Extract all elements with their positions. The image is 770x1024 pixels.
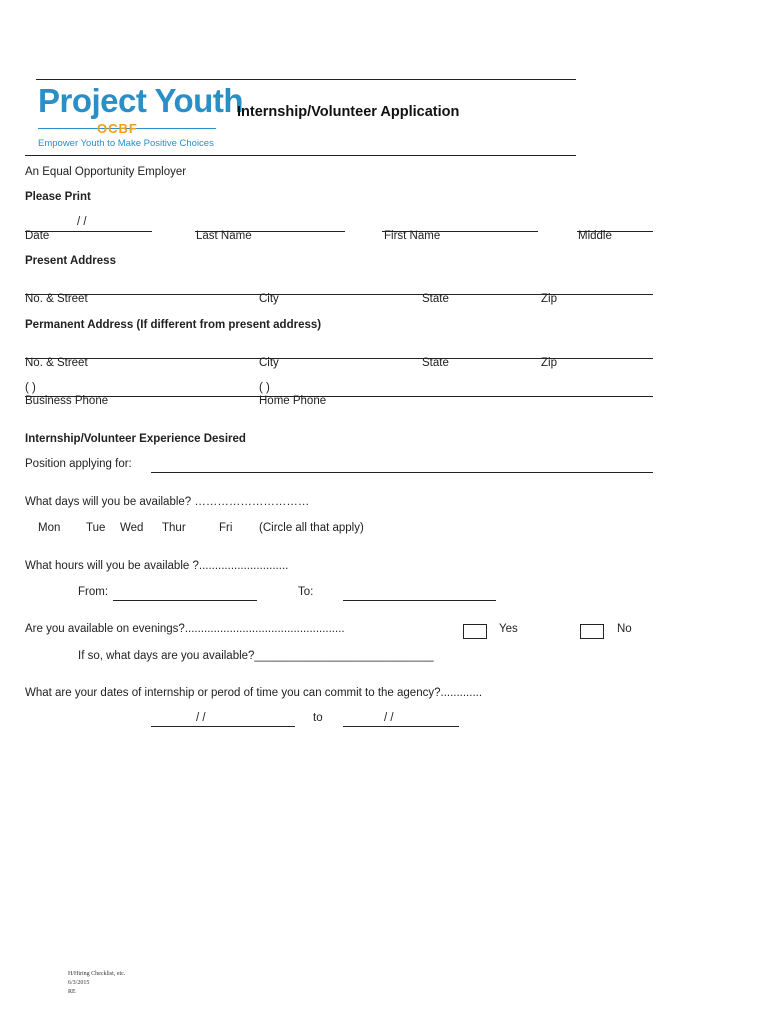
date-slashes: / / (77, 216, 87, 228)
yes-label: Yes (499, 623, 518, 635)
experience-heading: Internship/Volunteer Experience Desired (25, 433, 246, 445)
date-label: Date (25, 230, 50, 242)
permanent-zip-label: Zip (541, 357, 557, 369)
form-title: Internship/Volunteer Application (237, 104, 460, 120)
employer-line: An Equal Opportunity Employer (25, 166, 187, 178)
evenings-question: Are you available on evenings?.................................................. (25, 623, 345, 635)
dates-question: What are your dates of internship or perod of time you can commit to the agency?............. (25, 687, 483, 699)
footer-line-3: RE (68, 989, 76, 995)
to-label: To: (298, 586, 314, 598)
footer-line-2: 6/3/2015 (68, 980, 90, 986)
logo-title: Project Youth (38, 82, 243, 119)
permanent-address-field[interactable] (25, 358, 653, 359)
first-name-label: First Name (384, 230, 441, 242)
from-field[interactable] (113, 600, 257, 601)
phone-field[interactable] (25, 396, 653, 397)
present-city-label: City (259, 293, 279, 305)
present-address-heading: Present Address (25, 255, 116, 267)
no-label: No (617, 623, 632, 635)
permanent-address-heading: Permanent Address (If different from present address) (25, 319, 322, 331)
home-phone-label: Home Phone (259, 395, 327, 407)
start-date-slashes: / / (196, 712, 206, 724)
present-state-label: State (422, 293, 449, 305)
from-label: From: (78, 586, 109, 598)
position-label: Position applying for: (25, 458, 132, 470)
business-phone-label: Business Phone (25, 395, 109, 407)
yes-checkbox[interactable] (463, 624, 487, 639)
end-date-slashes: / / (384, 712, 394, 724)
no-checkbox[interactable] (580, 624, 604, 639)
days-question: What days will you be available? ………………………… (25, 496, 310, 508)
hours-question: What hours will you be available ?............................ (25, 560, 289, 572)
last-name-label: Last Name (196, 230, 252, 242)
logo-sub: OCBF (97, 121, 138, 136)
footer-line-1: H/Hiring Checklist, etc. (68, 971, 126, 977)
permanent-street-label: No. & Street (25, 357, 88, 369)
day-tue[interactable]: Tue (86, 522, 106, 534)
business-phone-paren: ( ) (25, 382, 36, 394)
middle-label: Middle (578, 230, 612, 242)
day-mon[interactable]: Mon (38, 522, 61, 534)
to-word: to (313, 712, 323, 724)
present-zip-label: Zip (541, 293, 557, 305)
start-date-field[interactable] (151, 726, 295, 727)
permanent-state-label: State (422, 357, 449, 369)
day-fri[interactable]: Fri (219, 522, 233, 534)
logo-tagline: Empower Youth to Make Positive Choices (38, 138, 214, 149)
days-note: (Circle all that apply) (259, 522, 364, 534)
please-print: Please Print (25, 191, 91, 203)
to-field[interactable] (343, 600, 496, 601)
present-street-label: No. & Street (25, 293, 88, 305)
home-phone-paren: ( ) (259, 382, 270, 394)
present-address-field[interactable] (25, 294, 653, 295)
day-thur[interactable]: Thur (162, 522, 186, 534)
position-field[interactable] (151, 472, 653, 473)
header-top-rule (36, 79, 576, 80)
evening-days-question[interactable]: If so, what days are you available?____________________________ (78, 650, 434, 662)
day-wed[interactable]: Wed (120, 522, 144, 534)
header-bottom-rule (25, 155, 576, 156)
end-date-field[interactable] (343, 726, 459, 727)
permanent-city-label: City (259, 357, 279, 369)
